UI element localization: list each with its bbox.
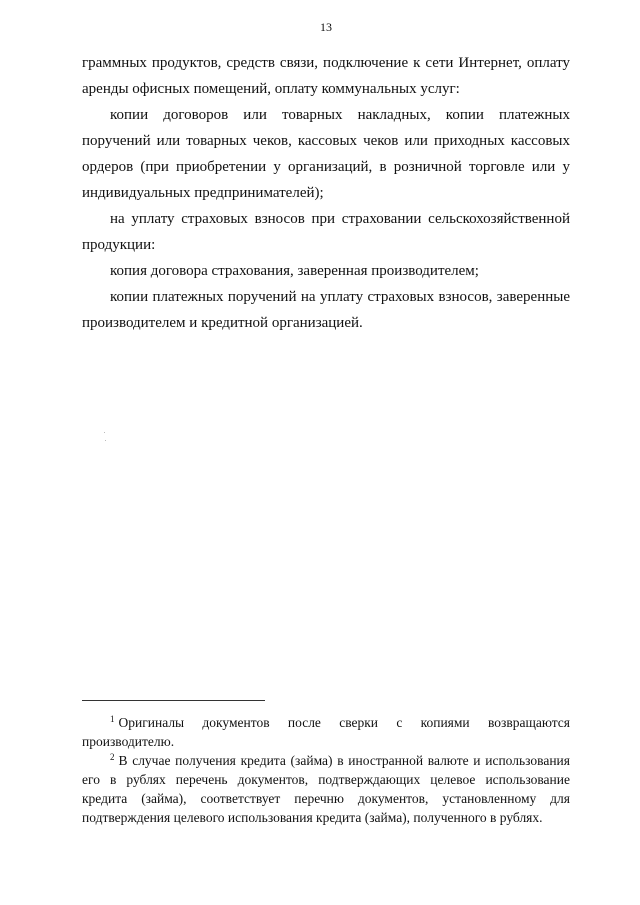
paragraph-continuation: граммных продуктов, средств связи, подключение к сети Интернет, оплату аренды офисных помещений, оплату коммунальных услуг:: [82, 55, 570, 97]
footnote-separator: [82, 700, 265, 701]
scan-speck: [104, 432, 105, 433]
footnotes: [82, 713, 570, 827]
body-text: [82, 50, 570, 336]
page-number: 13: [320, 20, 332, 34]
footnote-mark: 1: [110, 713, 115, 724]
scan-speck: [105, 440, 106, 441]
footnote-1: [82, 713, 570, 751]
paragraph-insurance-premiums: на уплату страховых взносов при страховании сельскохозяйственной продукции:: [82, 211, 570, 253]
paragraph-payment-orders: копии платежных поручений на уплату страховых взносов, заверенные производителем и кредитной организацией.: [82, 289, 570, 331]
footnote-2: [82, 751, 570, 827]
footnote-mark: 2: [110, 751, 115, 762]
footnote-text: В случае получения кредита (займа) в иностранной валюте и использования его в рублях перечень документов, подтверждающих целевое использование кредита (займа), соответствует перечню документов, установленному для подтверждения целевого использования кредита (займа), полученного в рублях.: [82, 753, 570, 825]
footnote-text: Оригиналы документов после сверки с копиями возвращаются производителю.: [82, 715, 570, 749]
paragraph-insurance-contract: копия договора страхования, заверенная производителем;: [110, 263, 479, 279]
paragraph-copies-contracts: копии договоров или товарных накладных, копии платежных поручений или товарных чеков, кассовых чеков или приходных кассовых ордеров (при приобретении у организаций, в розничной торговле или у индивидуальных предпринимателей);: [82, 107, 570, 201]
